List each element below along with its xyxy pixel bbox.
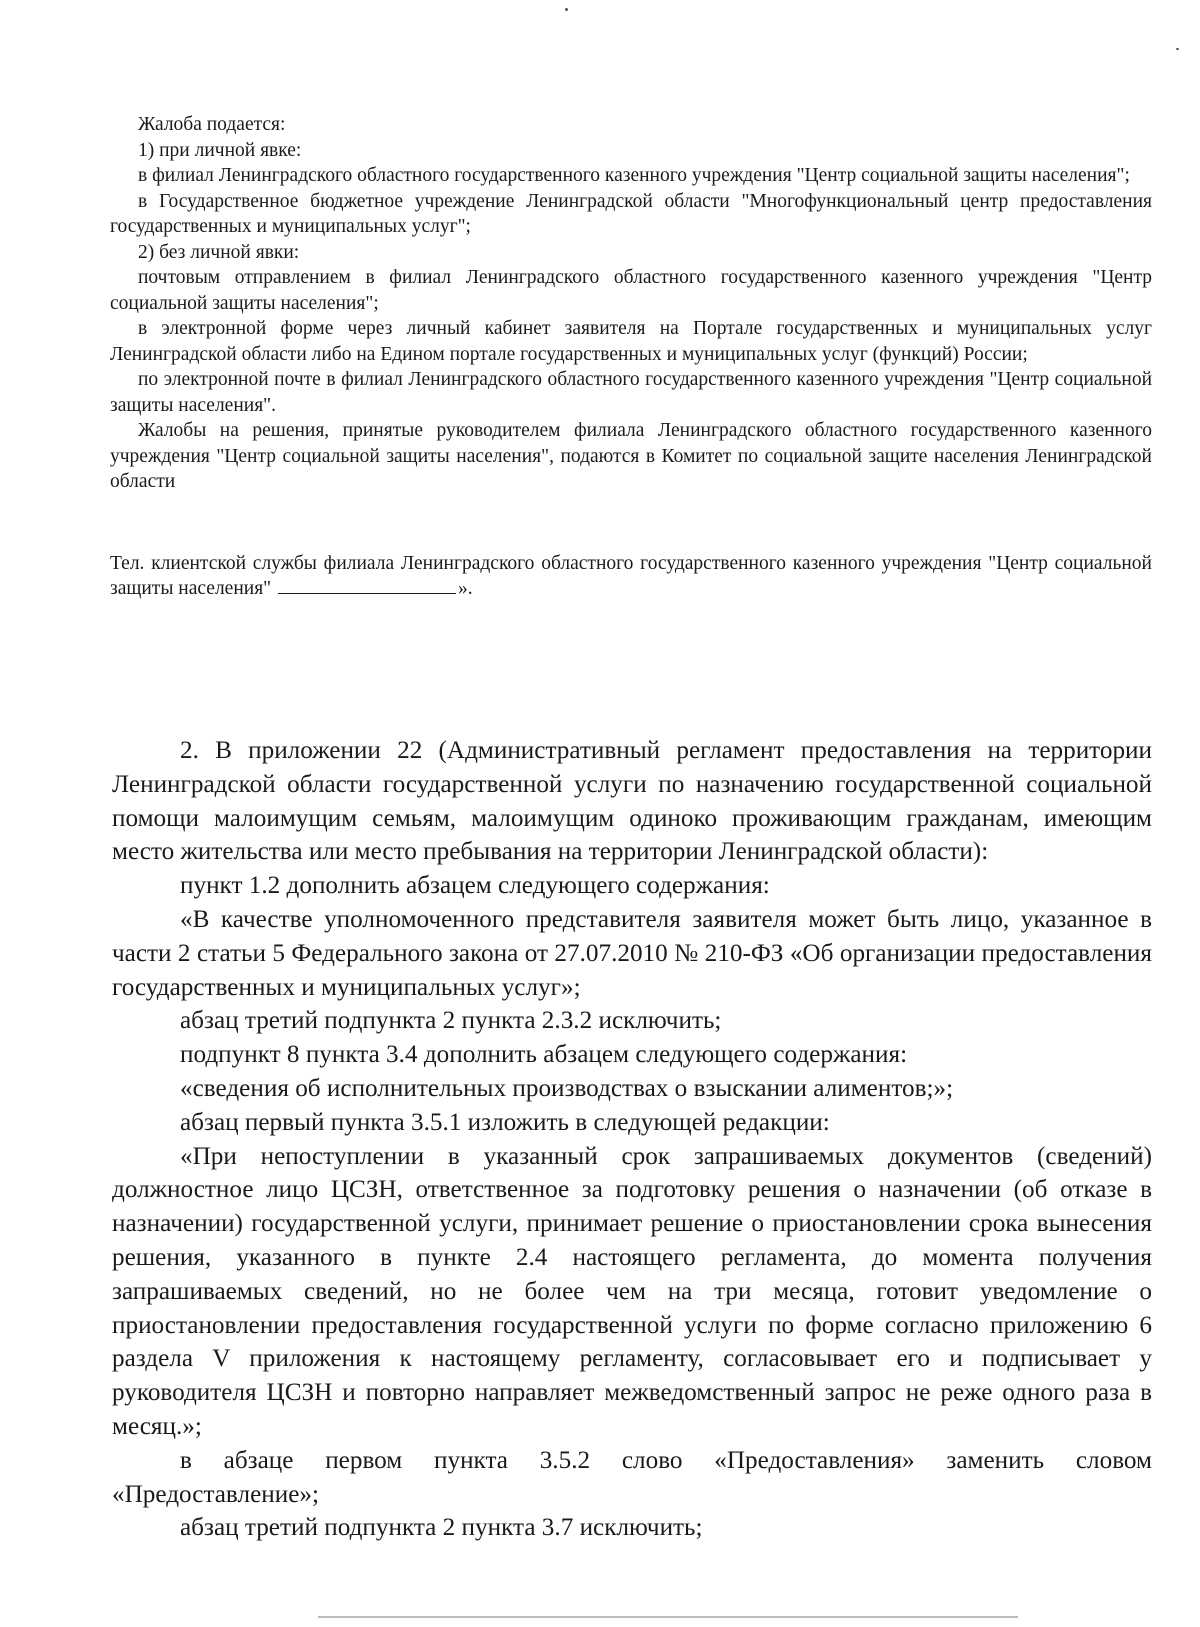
complaint-filing-section [110,112,1152,602]
paragraph: по электронной почте в филиал Ленинградского областного государственного казенного учреждения "Центр социальной защиты населения". [110,369,1152,416]
paragraph: в абзаце первом пункта 3.5.2 слово «Предоставления» заменить словом «Предоставление»; [112,1446,1152,1508]
paragraph: Жалобы на решения, принятые руководителем филиала Ленинградского областного государственного казенного учреждения "Центр социальной защиты населения", подаются в Комитет по социальной защите населения Ленинградской области [110,420,1152,492]
paragraph: в электронной форме через личный кабинет заявителя на Портале государственных и муниципальных услуг Ленинградской области либо на Едином портале государственных и муниципальных услуг (функций) России; [110,318,1152,365]
paragraph: абзац первый пункта 3.5.1 изложить в следующей редакции: [180,1108,830,1136]
paragraph: пункт 1.2 дополнить абзацем следующего содержания: [180,872,770,900]
paragraph: в филиал Ленинградского областного государственного казенного учреждения "Центр социальной защиты населения"; [138,165,1130,186]
phone-line [110,551,1152,602]
paragraph: «сведения об исполнительных производствах о взыскании алиментов;»; [180,1074,954,1102]
paragraph: почтовым отправлением в филиал Ленинградского областного государственного казенного учреждения "Центр социальной защиты населения"; [110,267,1152,314]
scan-speck [565,8,568,11]
paragraph: 1) при личной явке: [138,139,302,161]
spacer [110,495,1152,551]
phone-line-text: Тел. клиентской службы филиала Ленинградского областного государственного казенного учреждения "Центр социальной защиты населения" [110,552,1152,599]
paragraph: 2. В приложении 22 (Административный регламент предоставления на территории Ленинградской области государственной услуги по назначению государственной социальной помощи малоимущим семьям, малоимущим одиноко проживающим гражданам, имеющим место жительства или место пребывания на территории Ленинградской области): [112,737,1152,866]
paragraph: абзац третий подпункта 2 пункта 2.3.2 исключить; [180,1007,722,1035]
paragraph: абзац третий подпункта 2 пункта 3.7 исключить; [180,1514,703,1542]
paragraph: 2) без личной явки: [138,241,300,263]
paragraph: «При непоступлении в указанный срок запрашиваемых документов (сведений) должностное лицо ЦСЗН, ответственное за подготовку решения о назначении (об отказе в назначении) государственной услуги, принимает решение о приостановлении срока вынесения решения, указанного в пункте 2.4 настоящего регламента, до момента получения запрашиваемых сведений, но не более чем на три месяца, готовит уведомление о приостановлении предоставления государственной услуги по форме согласно приложению 6 раздела V приложения к настоящему регламенту, согласовывает его и подписывает у руководителя ЦСЗН и повторно направляет межведомственный запрос не реже одного раза в месяц.»; [112,1142,1152,1440]
scan-edge-line [318,1616,1018,1618]
phone-blank [278,577,456,594]
paragraph: Жалоба подается: [138,114,286,135]
scan-speck [1176,48,1179,50]
paragraph: подпункт 8 пункта 3.4 дополнить абзацем следующего содержания: [180,1041,908,1069]
phone-line-end: ». [458,578,473,599]
paragraph: «В качестве уполномоченного представителя заявителя может быть лицо, указанное в части 2 статьи 5 Федерального закона от 27.07.2010 № 210-ФЗ «Об организации предоставления государственных и муниципальных услуг»; [112,905,1152,1001]
amendment-section [112,734,1152,1545]
paragraph: в Государственное бюджетное учреждение Ленинградской области "Многофункциональный центр предоставления государственных и муниципальных услуг"; [110,190,1152,237]
